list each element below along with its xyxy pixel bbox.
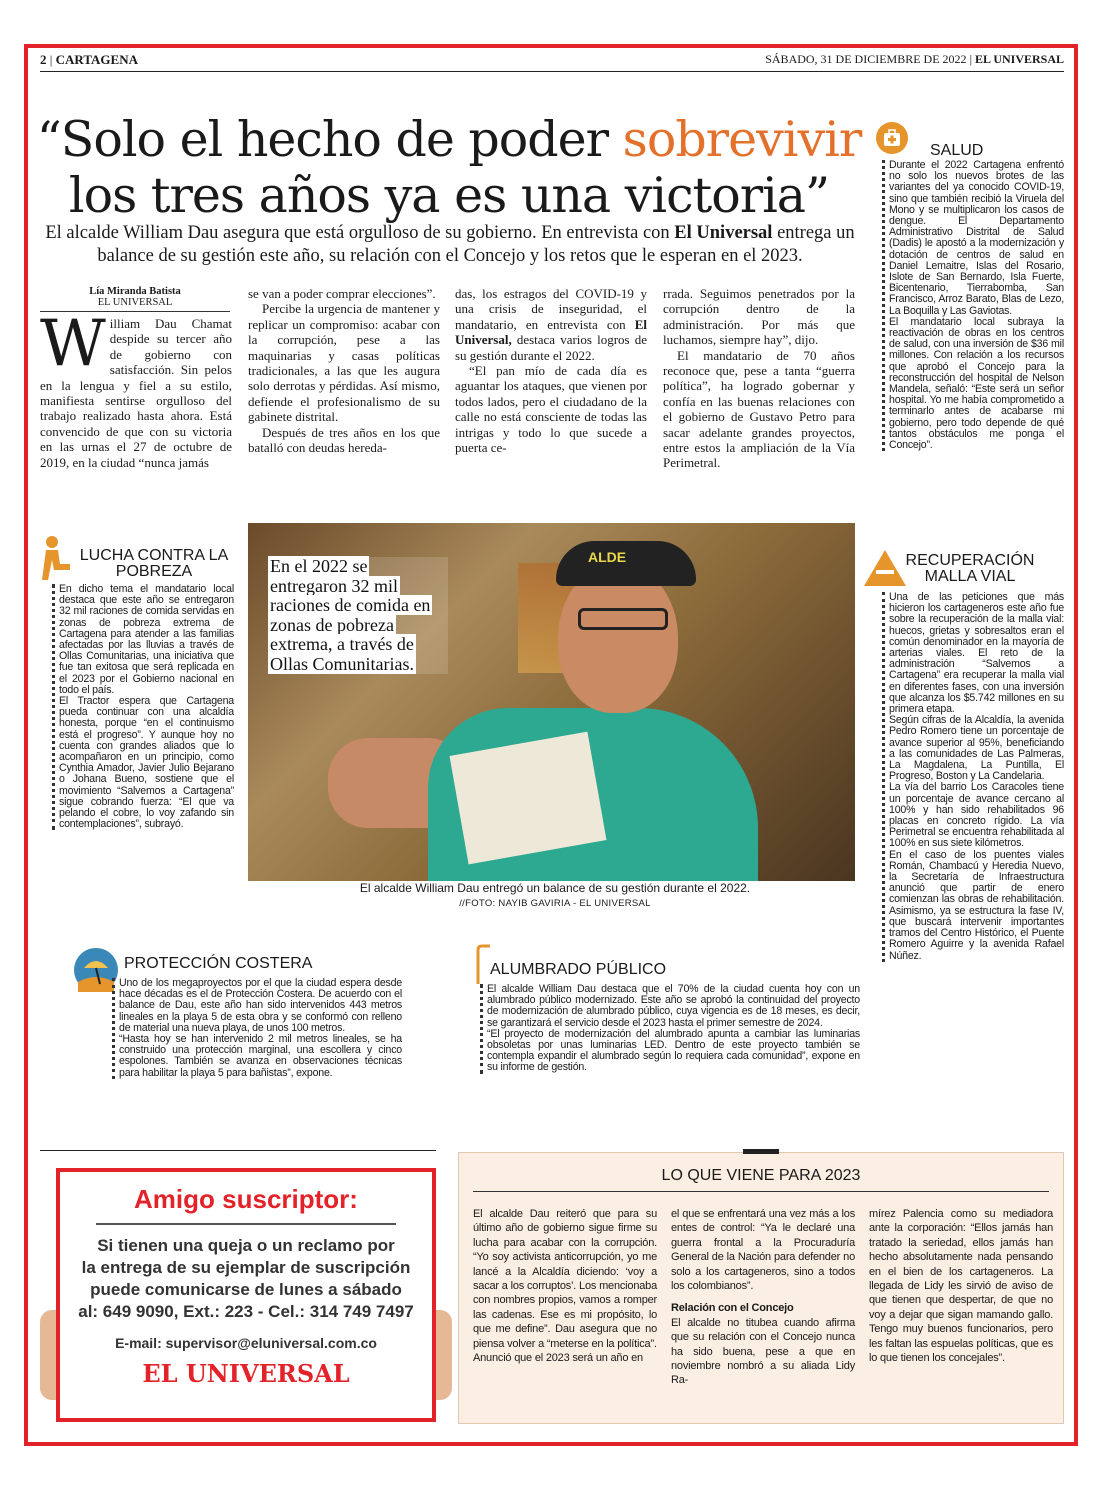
sidebar-col2-p2: El alcalde no titubea cuando afirma que su relación con el Concejo nunca ha sido buena, pese a que en noviembre nombró a su aliada Lidy Ra- [671, 1316, 855, 1387]
article-col3-p1a: das, los estragos del COVID-19 y una crisis de inseguridad, el mandatario, en entrevista con [455, 286, 647, 332]
article-col4-p2: El mandatario de 70 años reconoce que, pese a tanta “guerra política”, ha logrado gobernar y confía en las buenas relaciones con el gobierno de Gustavo Petro para sacar adelante grandes proyectos, entre estos la ampliación de la Vía Perimetral. [663, 347, 855, 471]
sidebar-column-3 [869, 1207, 1053, 1365]
sidebar-col1-p2: Anunció que el 2023 será un año en [473, 1352, 643, 1365]
sidebar-col3-p1: mírez Palencia como su mediadora ante la corporación: “Ellos jamás han tratado la seriedad, ellos jamás han hecho absolutamente nada pensando en el bien de los cartageneros. La llegada de Lidy les sirvió de aviso de que tienen que despertar, de que no voy a dejar que sigan mamando gallo. Tengo muy buenos funcionarios, pero les faltan las espuelas políticas, que es lo que tienen los concejales”. [869, 1208, 1053, 1365]
deck [40, 222, 860, 268]
pobreza-body [52, 584, 234, 830]
ad-rule [96, 1223, 396, 1225]
page-folio [40, 52, 1064, 72]
ad-line-3: puede comunicarse de lunes a sábado [90, 1280, 402, 1299]
ad-email: E-mail: supervisor@eluniversal.com.co [115, 1335, 377, 1351]
costera-p1: Uno de los megaproyectos por el que la ciudad espera desde hace décadas es el de Protección Costera. De acuerdo con el balance de Dau, este año han sido intervenidos 443 metros lineales en la playa 5 de esta obra y se conformó con relleno de material una nueva playa, de unos 100 metros. [119, 977, 402, 1034]
costera-p2: “Hasta hoy se han intervenido 2 mil metros lineales, se ha construido una protección marginal, una escollera y cinco espolones. También se avanza en observaciones técnicas para habilitar la playa 5 para bañistas”, expone. [119, 1033, 402, 1079]
photo-caption [300, 881, 810, 911]
malla-p2: Según cifras de la Alcaldía, la avenida Pedro Romero tiene un porcentaje de avance superior al 95%, beneficiando a las comunidades de Las Palmeras, La Magdalena, La Puntilla, El Progreso, Boston y La Candelaria. [889, 714, 1064, 783]
article-column-1 [40, 307, 232, 470]
article-col3-p2: “El pan mío de cada día es aguantar los ataques, que vienen por todos lados, pero el ciudadano de la calle no está consciente de todas las intrigas y todo lo que sucede a puerta ce- [455, 363, 647, 456]
sidebar-title: LO QUE VIENE PARA 2023 [661, 1167, 861, 1184]
photo-glasses [578, 608, 668, 630]
ad-line-2: la entrega de su ejemplar de suscripción [81, 1258, 411, 1277]
salud-title: SALUD [930, 142, 984, 159]
headline-part2: los tres años ya es una victoria” [68, 167, 830, 224]
malla-p4: En el caso de los puentes viales Román, Chambacú y Heredia Nuevo, la Secretaría de Infraestructura anunció que partir de enero comienzan las obras de rehabilitación. Asimismo, ya se estructura la fase IV, que buscará intervenir importantes tramos del Centro Histórico, el Puente Romero Aguirre y la avenida Rafael Núñez. [889, 848, 1064, 962]
deck-after: entrega un balance de su gestión este año, su relación con el Concejo y los retos que le esperan en el 2023. [97, 223, 855, 266]
headline-part1: “Solo el hecho de poder [36, 111, 623, 168]
sidebar-column-1 [473, 1207, 657, 1365]
section-divider [40, 1150, 436, 1151]
ad-brand: EL UNIVERSAL [142, 1359, 350, 1388]
headline [30, 112, 868, 224]
malla-title: RECUPERACIÓN MALLA VIAL [905, 552, 1035, 585]
sidebar-column-2 [671, 1207, 855, 1388]
medical-kit-icon [876, 122, 908, 154]
pobreza-title: LUCHA CONTRA LA POBREZA [79, 547, 229, 580]
sidebar-top-bar [743, 1149, 779, 1154]
subscriber-ad [56, 1168, 436, 1422]
article-col3-p1c: destaca varios logros de su gestión durante el 2022. [455, 332, 647, 363]
alumbrado-body [480, 984, 860, 1074]
section-name: CARTAGENA [55, 52, 138, 67]
alumbrado-title: ALUMBRADO PÚBLICO [490, 961, 667, 978]
malla-body [882, 592, 1064, 962]
overlay-text: En el 2022 se entregaron 32 mil raciones de comida en zonas de pobreza extrema, a través de Ollas Comunitarias. [270, 556, 431, 674]
article-col3-p1b: El Universal, [455, 316, 647, 348]
malla-p3: La vía del barrio Los Caracoles tiene un porcentaje de avance cercano al 100% y han sido rehabilitados 96 placas en concreto rígido. La vía Perimetral se encuentra rehabilitada al 100% en sus siete kilómetros. [889, 781, 1064, 850]
article-col2-p1: se van a poder comprar elecciones”. [248, 286, 436, 301]
ad-line-4: al: 649 9090, Ext.: 223 - Cel.: 314 749 7497 [78, 1302, 414, 1321]
caption-text: El alcalde William Dau entregó un balance de su gestión durante el 2022. [359, 881, 751, 895]
person-icon [40, 534, 76, 589]
ad-title: Amigo suscriptor: [134, 1184, 358, 1214]
sidebar-col2-p1: el que se enfrentará una vez más a los entes de control: “Ya le declaré una guerra frontal a la Procuraduría General de la Nación para defender no solo a los cartageneros, sino a todos los colombianos”. [671, 1208, 855, 1293]
malla-p1: Una de las peticiones que más hicieron los cartageneros este año fue sobre la recuperación de la malla vial: huecos, grietas y sobresaltos eran el común denominador en la mayoría de arterias viales. El reto de la administración “Salvemos a Cartagena” era recuperar la malla vial en diferentes fases, con una inversión que alcanza los $5.742 millones en su primera etapa. [889, 591, 1064, 716]
pobreza-p1: En dicho tema el mandatario local destaca que este año se entregaron 32 mil raciones de comida servidas en zonas de pobreza extrema de Cartagena para atender a las familias afectadas por las lluvias a través de Ollas Comunitarias, una iniciativa que fue tan exitosa que será replicada en el 2023 por el Gobierno nacional en todo el país. [59, 583, 234, 696]
alumbrado-p1: El alcalde William Dau destaca que el 70% de la ciudad cuenta hoy con un alumbrado público modernizado. Este año se aprobó la continuidad del proyecto de modernización de alumbrado público, cuya vigencia es de 18 meses, es decir, se garantizará el servicio desde el 2023 hasta el primer semestre de 2024. [487, 983, 860, 1029]
paper-name: EL UNIVERSAL [974, 52, 1064, 66]
article-col2-p2: Percibe la urgencia de mantener y replicar un compromiso: acabar con la corrupción, pese a las maquinarias y casas políticas tradicionales, a las que les augura solo derrotas y pérdidas. Así mismo, defiende el profesionalismo de su gabinete distrital. [248, 301, 440, 425]
deck-bold: El Universal [674, 223, 773, 243]
byline-name: Lía Miranda Batista [89, 286, 181, 297]
sidebar-subhead: Relación con el Concejo [671, 1302, 794, 1315]
sidebar-rule [473, 1191, 1049, 1192]
costera-body [112, 978, 402, 1079]
sidebar-col1-p1: El alcalde Dau reiteró que para su último año de gobierno sigue firme su lucha para acabar con la corrupción. “Yo soy activista anticorrupción, yo me lancé a la Alcaldía diciendo: ‘voy a sacar a los corruptos’. Los mencionaba con nombres propios, vamos a romper las cadenas. Ese es mi propósito, lo que me define”. Dau asegura que no piensa volver a “meterse en la política”. [473, 1208, 657, 1350]
article-col4-p1: rrada. Seguimos penetrados por la corrupción dentro de la administración. Por más que luchamos, siempre hay”, dijo. [663, 286, 855, 348]
article-col1-p1: illiam Dau Chamat despide su tercer año de gobierno con satisfacción. Sin pelos en la lengua y fiel a su estilo, manifiesta sentirse orgulloso del trabajo realizado hasta ahora. Está convencido de que con su victoria en las urnas el 27 de octubre de 2019, en la ciudad “nunca jamás [40, 316, 232, 470]
salud-body [882, 160, 1064, 451]
photo-overlay-quote [268, 557, 448, 674]
mayor-photo [248, 523, 855, 881]
headline-accent: sobrevivir [622, 111, 862, 168]
sidebar-2023 [458, 1152, 1064, 1424]
article-column-3 [455, 286, 647, 455]
alumbrado-p2: “El proyecto de modernización del alumbrado apunta a cambiar las luminarias obsoletas por unas luminarias LED. Dentro de este proyecto también se contempla expandir el alumbrado según lo requiera cada comunidad”, expone en su informe de gestión. [487, 1027, 860, 1074]
salud-p1: Durante el 2022 Cartagena enfrentó no solo los nuevos brotes de las variantes del ya conocido COVID-19, sino que también recibió la Viruela del Mono y se multiplicaron los casos de dengue. El Departamento Administrativo Distrital de Salud (Dadis) le apostó a la modernización y dotación de centros de salud en Daniel Lemaitre, Islas del Rosario, Islote de San Bernardo, Isla Fuerte, Bicentenario, Tierrabomba, San Francisco, Arroz Barato, Blas de Lezo, La Boquilla y Las Gaviotas. [889, 159, 1064, 317]
folio-right: SÁBADO, 31 DE DICIEMBRE DE 2022 | EL UNIVERSAL [765, 52, 1064, 66]
page-number: 2 [40, 52, 47, 67]
road-cone-icon [862, 548, 908, 593]
byline-outlet: EL UNIVERSAL [97, 297, 173, 308]
costera-title: PROTECCIÓN COSTERA [124, 955, 313, 972]
pobreza-p2: El Tractor espera que Cartagena pueda continuar con una alcaldía honesta, porque “en el continuismo está el progreso”. Y aunque hoy no cuenta con grandes aliados que lo acompañaron en un principio, como Cynthia Amador, Javier Julio Bejarano o Johana Bueno, sostiene que el movimiento “Salvemos a Cartagena” sigue cobrando fuerza: “El que va pelando el cobre, lo voy zafando sin contemplaciones”, subrayó. [59, 695, 234, 831]
article-col2-p3: Después de tres años en los que batalló con deudas hereda- [248, 424, 440, 456]
salud-p2: El mandatario local subraya la reactivación de obras en los centros de salud, con una inversión de $36 mil millones. Con relación a los recursos que aprobó el Concejo para la reconstrucción del hospital de Nelson Mandela, señaló: “Este será un señor hospital. Yo me había comprometido a terminarlo antes de acabarse mi gobierno, pero todo depende de qué tantos obstáculos me ponga el Concejo”. [889, 315, 1064, 452]
article-column-4 [663, 286, 855, 471]
caption-credit: //FOTO: NAYIB GAVIRIA - EL UNIVERSAL [459, 898, 651, 909]
article-column-2 [248, 286, 440, 455]
cap-text: ALDE [588, 549, 627, 565]
deck-before: El alcalde William Dau asegura que está orgulloso de su gobierno. En entrevista con [45, 223, 675, 243]
folio-left: 2 | CARTAGENA [40, 52, 138, 67]
ad-line-1: Si tienen una queja o un reclamo por [97, 1236, 395, 1255]
dropcap: W [40, 307, 106, 381]
issue-date: SÁBADO, 31 DE DICIEMBRE DE 2022 [765, 52, 967, 66]
